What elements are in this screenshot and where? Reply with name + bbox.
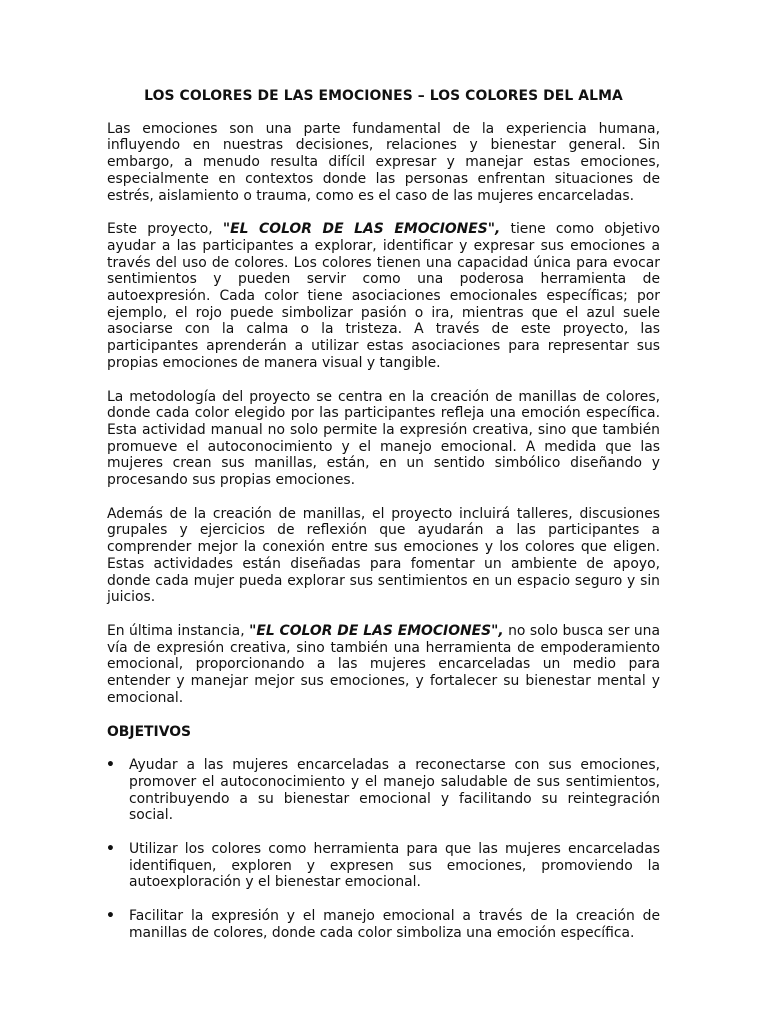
project-name-emphasis-2: "EL COLOR DE LAS EMOCIONES", <box>249 622 504 639</box>
objectives-heading: OBJETIVOS <box>107 723 192 740</box>
paragraph-conclusion <box>107 623 660 707</box>
paragraph-intro: Las emociones son una parte fundamental de la experiencia humana, influyendo en nuestras decisiones, relaciones y bienestar general. Sin embargo, a menudo resulta difícil expresar y manejar estas emociones, especialmente en contextos donde las personas enfrentan situaciones de estrés, aislamiento o trauma, como es el caso de las mujeres encarceladas. <box>107 120 660 204</box>
objective-item <box>107 841 660 891</box>
paragraph-project-rest: tiene como objetivo ayudar a las participantes a explorar, identificar y expresar sus emociones a través del uso de colores. Los colores tienen una capacidad única para evocar sentimientos y pueden servir como una poderosa herramienta de autoexpresión. Cada color tiene asociaciones emocionales específicas; por ejemplo, el rojo puede simbolizar pasión o ira, mientras que el azul suele asociarse con la calma o la tristeza. A través de este proyecto, las participantes aprenderán a utilizar estas asociaciones para representar sus propias emociones de manera visual y tangible. <box>107 221 660 371</box>
objective-item <box>107 908 660 941</box>
paragraph-methodology: La metodología del proyecto se centra en la creación de manillas de colores, donde cada color elegido por las participantes refleja una emoción específica. Esta actividad manual no solo permite la expresión creativa, sino que también promueve el autoconocimiento y el manejo emocional. A medida que las mujeres crean sus manillas, están, en un sentido simbólico diseñando y procesando sus propias emociones. <box>107 388 660 489</box>
bullet-icon: • <box>106 757 115 774</box>
objective-item <box>107 757 660 824</box>
paragraph-project-start: Este proyecto, <box>107 221 223 238</box>
objective-text: Facilitar la expresión y el manejo emocional a través de la creación de manillas de colores, donde cada color simboliza una emoción específica. <box>129 908 660 941</box>
paragraph-activities: Además de la creación de manillas, el proyecto incluirá talleres, discusiones grupales y ejercicios de reflexión que ayudarán a las participantes a comprender mejor la conexión entre sus emociones y los colores que eligen. Estas actividades están diseñadas para fomentar un ambiente de apoyo, donde cada mujer pueda explorar sus sentimientos en un espacio seguro y sin juicios. <box>107 505 660 606</box>
project-name-emphasis: "EL COLOR DE LAS EMOCIONES", <box>222 221 501 238</box>
paragraph-conclusion-rest: no solo busca ser una vía de expresión creativa, sino también una herramienta de empoderamiento emocional, proporcionando a las mujeres encarceladas un medio para entender y manejar mejor sus emociones, y fortalecer su bienestar mental y emocional. <box>107 622 660 706</box>
paragraph-project <box>107 221 660 371</box>
objective-text: Utilizar los colores como herramienta para que las mujeres encarceladas identifiquen, exploren y expresen sus emociones, promoviendo la autoexploración y el bienestar emocional. <box>129 841 660 891</box>
document-title: LOS COLORES DE LAS EMOCIONES – LOS COLORES DEL ALMA <box>144 88 623 104</box>
paragraph-conclusion-start: En última instancia, <box>107 622 250 639</box>
objective-text: Ayudar a las mujeres encarceladas a reconectarse con sus emociones, promover el autoconocimiento y el manejo saludable de sus sentimientos, contribuyendo a su bienestar emocional y facilitando su reintegración social. <box>129 757 660 824</box>
bullet-icon: • <box>106 841 115 858</box>
document-page <box>107 88 660 959</box>
objectives-list <box>107 757 660 941</box>
bullet-icon: • <box>106 908 115 925</box>
